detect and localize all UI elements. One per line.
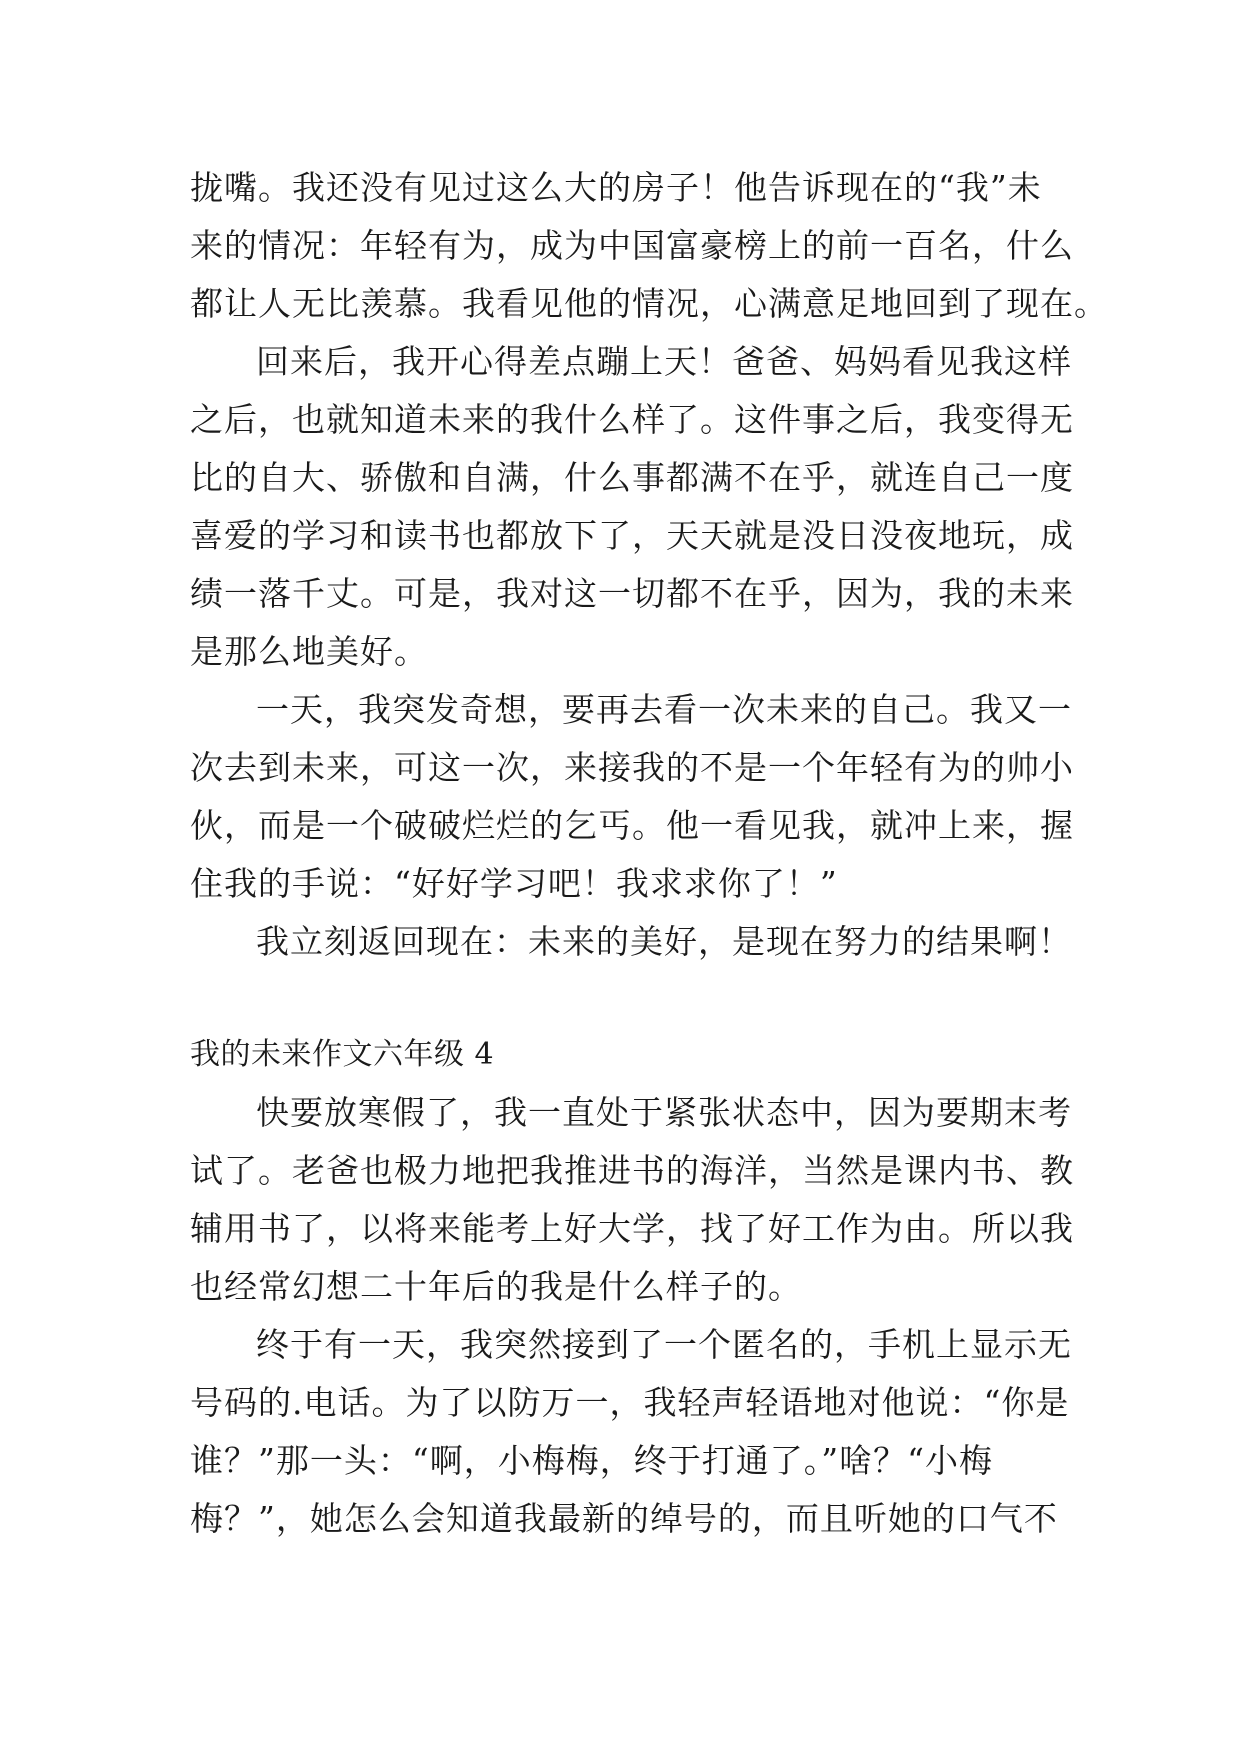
text-line: 伙，而是一个破破烂烂的乞丐。他一看见我，就冲上来，握 (190, 806, 1074, 845)
text-line: 也经常幻想二十年后的我是什么样子的。 (190, 1267, 802, 1306)
text-line: 辅用书了，以将来能考上好大学，找了好工作为由。所以我 (190, 1209, 1074, 1248)
paragraph-start-line: 快要放寒假了，我一直处于紧张状态中，因为要期末考 (256, 1093, 1072, 1132)
text-line: 之后，也就知道未来的我什么样了。这件事之后，我变得无 (190, 400, 1074, 439)
text-line: 喜爱的学习和读书也都放下了，天天就是没日没夜地玩，成 (190, 516, 1074, 555)
text-line: 谁？”那一头：“啊，小梅梅，终于打通了。”啥？“小梅 (190, 1441, 993, 1480)
section-heading: 我的未来作文六年级 4 (190, 1037, 495, 1072)
paragraph-start-line: 一天，我突发奇想，要再去看一次未来的自己。我又一 (256, 690, 1072, 729)
text-line: 比的自大、骄傲和自满，什么事都满不在乎，就连自己一度 (190, 458, 1074, 497)
text-line: 梅？”，她怎么会知道我最新的绰号的，而且听她的口气不 (190, 1499, 1058, 1538)
paragraph-start-line: 回来后，我开心得差点蹦上天！爸爸、妈妈看见我这样 (256, 342, 1072, 381)
text-line: 是那么地美好。 (190, 632, 428, 671)
text-line: 号码的.电话。为了以防万一，我轻声轻语地对他说：“你是 (190, 1383, 1070, 1422)
text-line: 试了。老爸也极力地把我推进书的海洋，当然是课内书、教 (190, 1151, 1074, 1190)
text-line: 都让人无比羡慕。我看见他的情况，心满意足地回到了现在。 (190, 284, 1108, 323)
text-line: 次去到未来，可这一次，来接我的不是一个年轻有为的帅小 (190, 748, 1074, 787)
text-line: 拢嘴。我还没有见过这么大的房子！他告诉现在的“我”未 (190, 168, 1042, 207)
text-line: 绩一落千丈。可是，我对这一切都不在乎，因为，我的未来 (190, 574, 1074, 613)
paragraph-start-line: 我立刻返回现在：未来的美好，是现在努力的结果啊！ (256, 922, 1072, 961)
text-line: 来的情况：年轻有为，成为中国富豪榜上的前一百名，什么 (190, 226, 1074, 265)
paragraph-start-line: 终于有一天，我突然接到了一个匿名的，手机上显示无 (256, 1325, 1072, 1364)
text-line: 住我的手说：“好好学习吧！我求求你了！” (190, 864, 838, 903)
